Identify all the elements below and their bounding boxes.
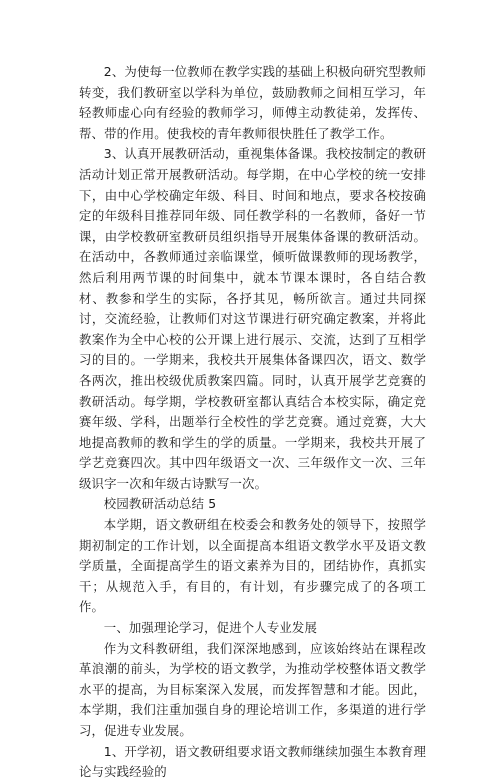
paragraph-collective-lesson-prep: 3、认真开展教研活动，重视集体备课。我校按制定的教研活动计划正常开展教研活动。每学期，在中心学校的统一安排下，由中心学校确定年级、科目、时间和地点，要求各校按确定的年级科目推荐同年级、同任教学科的一名教师，备好一节课，由学校教研室教研员组织指导开展集体备课的教研活动。在活动中，各教师通过亲临课堂，倾听做课教师的现场教学，然后利用两节课的时间集中，就本节课本课时，各自结合教材、教参和学生的实际，各抒其见，畅所欲言。通过共同探讨，交流经验，让教师们对这节课进行研究确定教案，并将此教案作为全中心校的公开课上进行展示、交流，达到了互相学习的目的。一学期来，我校共开展集体备课四次，语文、数学各两次，推出校级优质教案四篇。同时，认真开展学艺竞赛的教研活动。每学期，学校教研室都认真结合本校实际，确定竞赛年级、学科，出题举行全校性的学艺竞赛。通过竞赛，大大地提高教师的教和学生的学的质量。一学期来，我校共开展了学艺竞赛四次。其中四年级语文一次、三年级作文一次、三年级识字一次和年级古诗默写一次。: [79, 146, 426, 491]
paragraph-teacher-growth: 2、为使每一位教师在教学实践的基础上积极向研究型教师转变，我们教研室以学科为单位，鼓励教师之间相互学习，年轻教师虚心向有经验的教师学习，师傅主动教徒弟，发挥传、帮、带的作用。使我校的青年教师很快胜任了教学工作。: [79, 64, 426, 141]
document-page: [79, 62, 426, 783]
paragraph-start-of-term: 1、开学初，语文教研组要求语文教师继续加强生本教育理论与实践经验的: [79, 743, 426, 780]
paragraph-theory-study: 作为文科教研组，我们深深地感到，应该始终站在课程改革浪潮的前头，为学校的语文教学，为推动学校整体语文教学水平的提高，为目标案深入发展，而发挥智慧和才能。因此，本学期，我们注重加强自身的理论培训工作，多渠道的进行学习，促进专业发展。: [79, 640, 426, 738]
section-title: 校园教研活动总结 5: [103, 496, 217, 512]
paragraph-semester-intro: 本学期，语文教研组在校委会和教务处的领导下，按照学期初制定的工作计划，以全面提高本组语文教学水平及语文教学质量，全面提高学生的语文素养为目的，团结协作，真抓实干；从规范入手，有目的，有计划，有步骤完成了的各项工作。: [79, 517, 426, 615]
subsection-heading-theory-study: 一、加强理论学习，促进个人专业发展: [103, 620, 317, 636]
